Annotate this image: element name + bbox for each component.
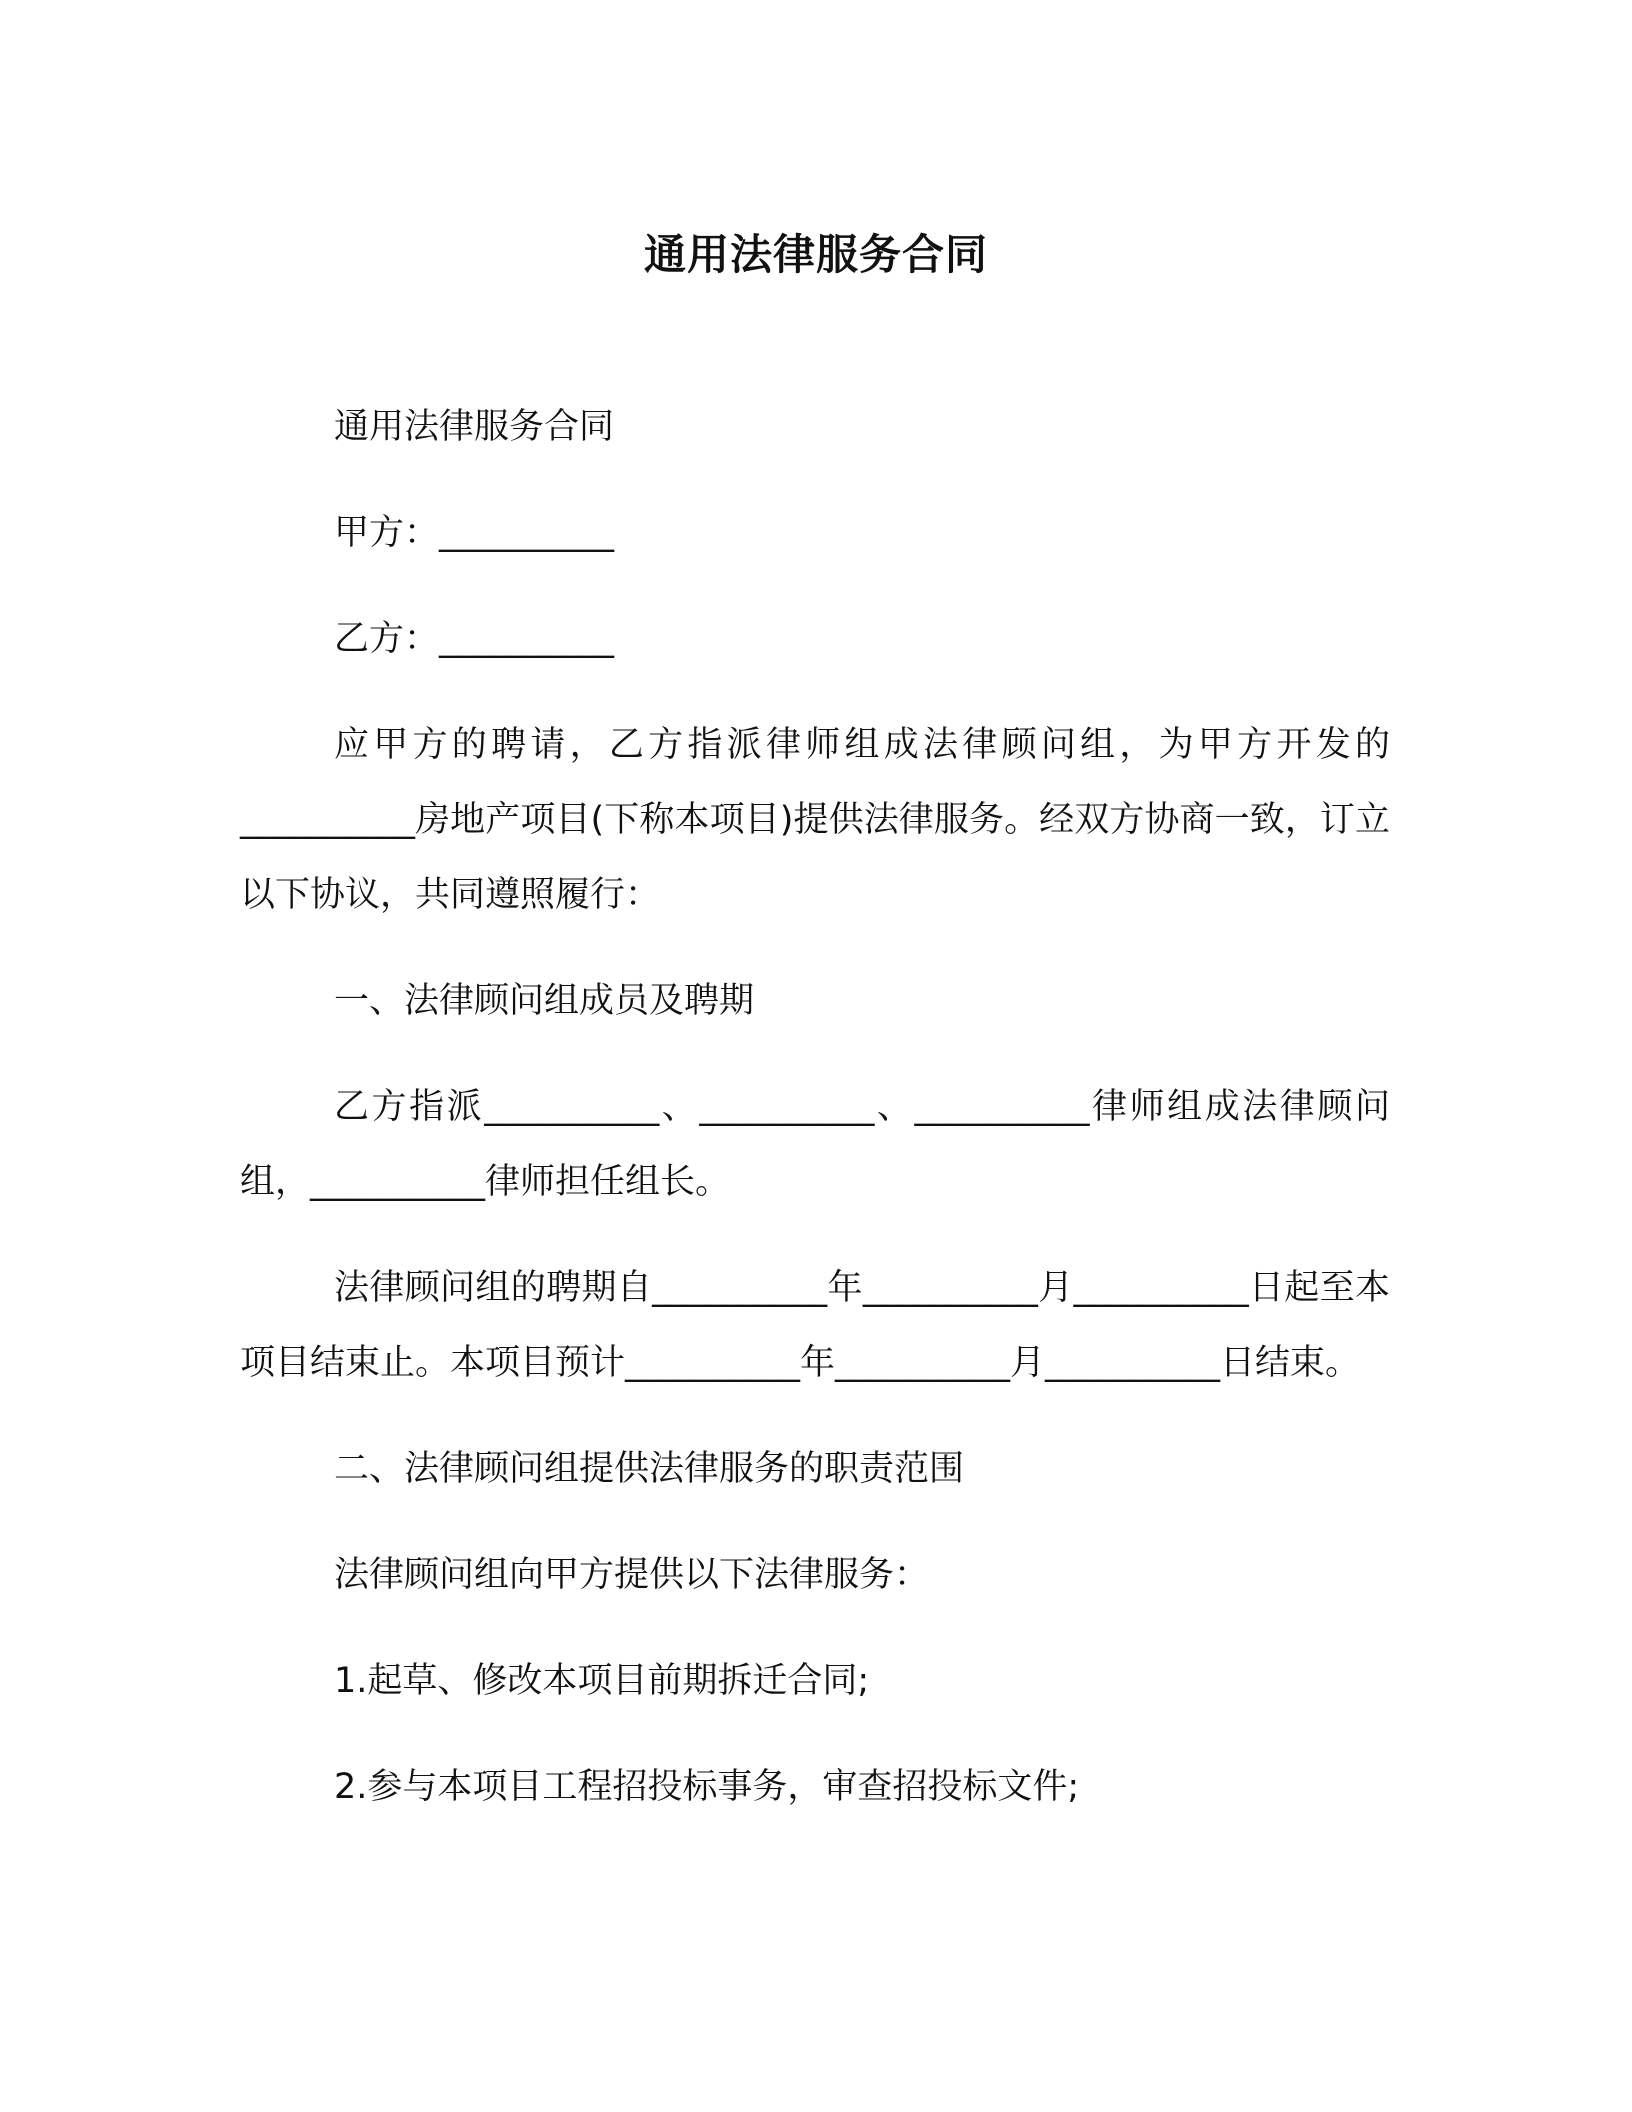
- section-heading-2: 二、法律顾问组提供法律服务的职责范围: [334, 1449, 965, 1489]
- paragraph-preamble: 应甲方的聘请，乙方指派律师组成法律顾问组，为甲方开发的__________房地产项目(下称本项目)提供法律服务。经双方协商一致，订立以下协议，共同遵照履行：: [240, 725, 1390, 915]
- paragraph-heading-repeat: 通用法律服务合同: [334, 407, 615, 447]
- document-title: 通用法律服务合同: [643, 230, 988, 279]
- paragraph-team-members: 乙方指派__________、__________、__________律师组成法律顾问组，__________律师担任组长。: [240, 1087, 1390, 1202]
- paragraph-party-a: 甲方：__________: [334, 513, 615, 553]
- paragraph-party-b: 乙方：__________: [334, 619, 615, 659]
- list-item-2: 2.参与本项目工程招投标事务，审查招投标文件;: [334, 1767, 1080, 1807]
- paragraph-term: 法律顾问组的聘期自__________年__________月__________日起至本项目结束止。本项目预计__________年__________月__________日结束。: [240, 1268, 1390, 1383]
- paragraph-services-intro: 法律顾问组向甲方提供以下法律服务：: [334, 1555, 930, 1595]
- document-body: [240, 390, 1390, 1856]
- section-heading-1: 一、法律顾问组成员及聘期: [334, 981, 755, 1021]
- list-item-1: 1.起草、修改本项目前期拆迁合同;: [334, 1661, 870, 1701]
